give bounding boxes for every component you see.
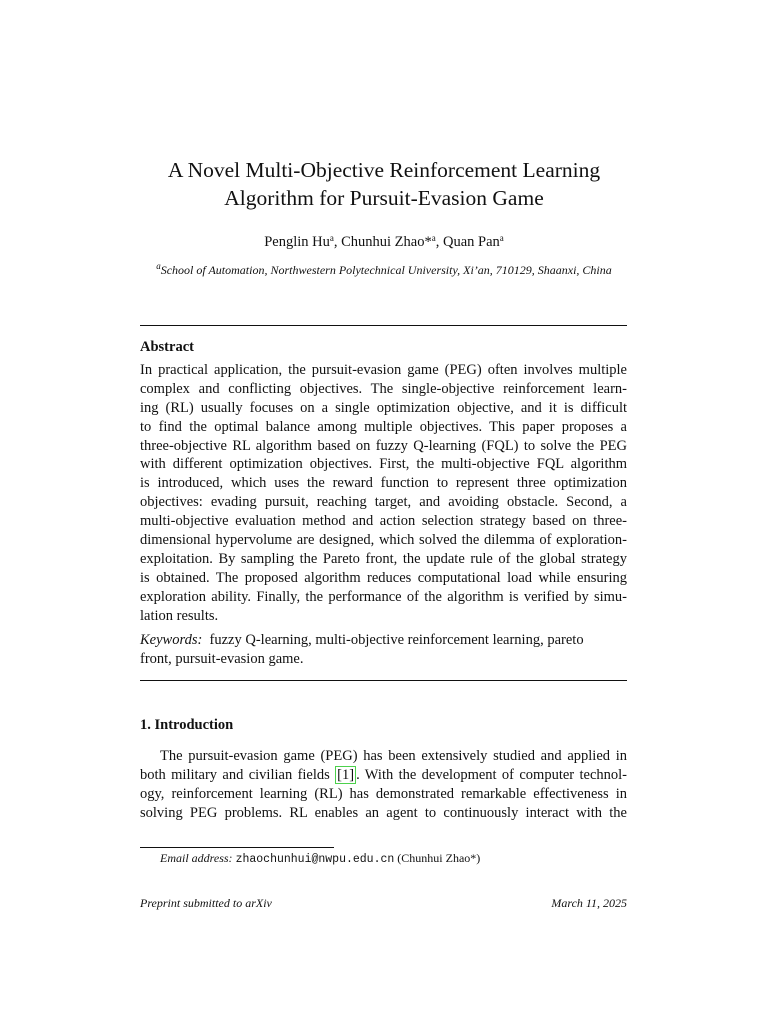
body-text: both military and civilian fields bbox=[140, 766, 336, 783]
abstract-bottom-rule bbox=[140, 680, 627, 681]
affiliation-mark: a bbox=[431, 233, 436, 243]
abstract-line: complex and conflicting objectives. The single-objective reinforcement learn- bbox=[140, 380, 627, 397]
author-name: Penglin Hu bbox=[264, 234, 330, 250]
abstract-line: dimensional hypervolume are designed, which solved the dilemma of exploration- bbox=[140, 532, 627, 549]
affiliation-mark: a bbox=[499, 233, 504, 243]
keywords-text: front, pursuit-evasion game. bbox=[140, 650, 304, 667]
email-owner: (Chunhui Zhao*) bbox=[397, 851, 481, 865]
abstract-line: to find the optimal balance among multiple objectives. This paper proposes a bbox=[140, 418, 627, 435]
abstract-line: objectives: evading pursuit, reaching target, and avoiding obstacle. Second, a bbox=[140, 494, 627, 511]
email-address[interactable]: zhaochunhui@nwpu.edu.cn bbox=[235, 853, 395, 866]
footer-date: March 11, 2025 bbox=[551, 896, 627, 910]
abstract-body bbox=[140, 361, 627, 625]
author-name: Chunhui Zhao* bbox=[341, 234, 432, 250]
abstract-line: In practical application, the pursuit-evasion game (PEG) often involves multiple bbox=[140, 362, 627, 378]
title-line-2: Algorithm for Pursuit-Evasion Game bbox=[224, 185, 544, 210]
abstract-line: ing (RL) usually focuses on a single optimization objective, and it is difficult bbox=[140, 399, 627, 416]
body-text: . With the development of computer technol- bbox=[356, 766, 627, 783]
keywords-text: fuzzy Q-learning, multi-objective reinforcement learning, pareto bbox=[209, 632, 584, 648]
affiliation-mark: a bbox=[156, 261, 161, 271]
footnote-rule bbox=[140, 847, 334, 848]
citation-link[interactable]: [1] bbox=[337, 766, 355, 783]
abstract-line: three-objective RL algorithm based on fuzzy Q-learning (FQL) to solve the PEG bbox=[140, 437, 627, 454]
keywords-label: Keywords: bbox=[140, 632, 203, 648]
keywords bbox=[140, 631, 627, 669]
title-line-1: A Novel Multi-Objective Reinforcement Learning bbox=[167, 158, 601, 182]
body-line: solving PEG problems. RL enables an agent to continuously interact with the bbox=[140, 804, 627, 821]
abstract-heading: Abstract bbox=[140, 339, 194, 355]
abstract-top-rule bbox=[140, 325, 627, 326]
abstract-line: exploitation. By sampling the Pareto front, the update rule of the global strategy bbox=[140, 550, 627, 567]
paper-title bbox=[100, 157, 668, 212]
author-list: Penglin Hu$^a$, Chunhui Zhao*$^a$, Quan Pan$^a$ bbox=[264, 233, 504, 250]
body-line bbox=[140, 766, 627, 785]
abstract-line: lation results. bbox=[140, 607, 219, 624]
body-line: ogy, reinforcement learning (RL) has demonstrated remarkable effectiveness in bbox=[140, 785, 627, 802]
footer-preprint-note: Preprint submitted to arXiv bbox=[140, 896, 272, 910]
abstract-line: with different optimization objectives. First, the multi-objective FQL algorithm bbox=[140, 456, 627, 473]
abstract-line: multi-objective evaluation method and action selection strategy based on three- bbox=[140, 513, 627, 530]
email-label: Email address: bbox=[160, 851, 233, 865]
abstract-line: exploration ability. Finally, the performance of the algorithm is verified by simu- bbox=[140, 588, 627, 605]
affiliation-mark: a bbox=[329, 233, 334, 243]
affiliation bbox=[60, 262, 708, 278]
footnote bbox=[160, 850, 480, 868]
introduction-body bbox=[140, 747, 627, 823]
abstract-line: is introduced, which uses the reward function to represent three optimization bbox=[140, 475, 627, 492]
abstract-line: is obtained. The proposed algorithm reduces computational load while ensuring bbox=[140, 569, 627, 586]
affiliation-text: School of Automation, Northwestern Polytechnical University, Xi’an, 710129, Shaanxi, China bbox=[160, 263, 612, 277]
section-heading-introduction: 1. Introduction bbox=[140, 717, 234, 733]
body-line: The pursuit-evasion game (PEG) has been extensively studied and applied in bbox=[160, 748, 627, 764]
author-name: Quan Pan bbox=[442, 234, 500, 250]
